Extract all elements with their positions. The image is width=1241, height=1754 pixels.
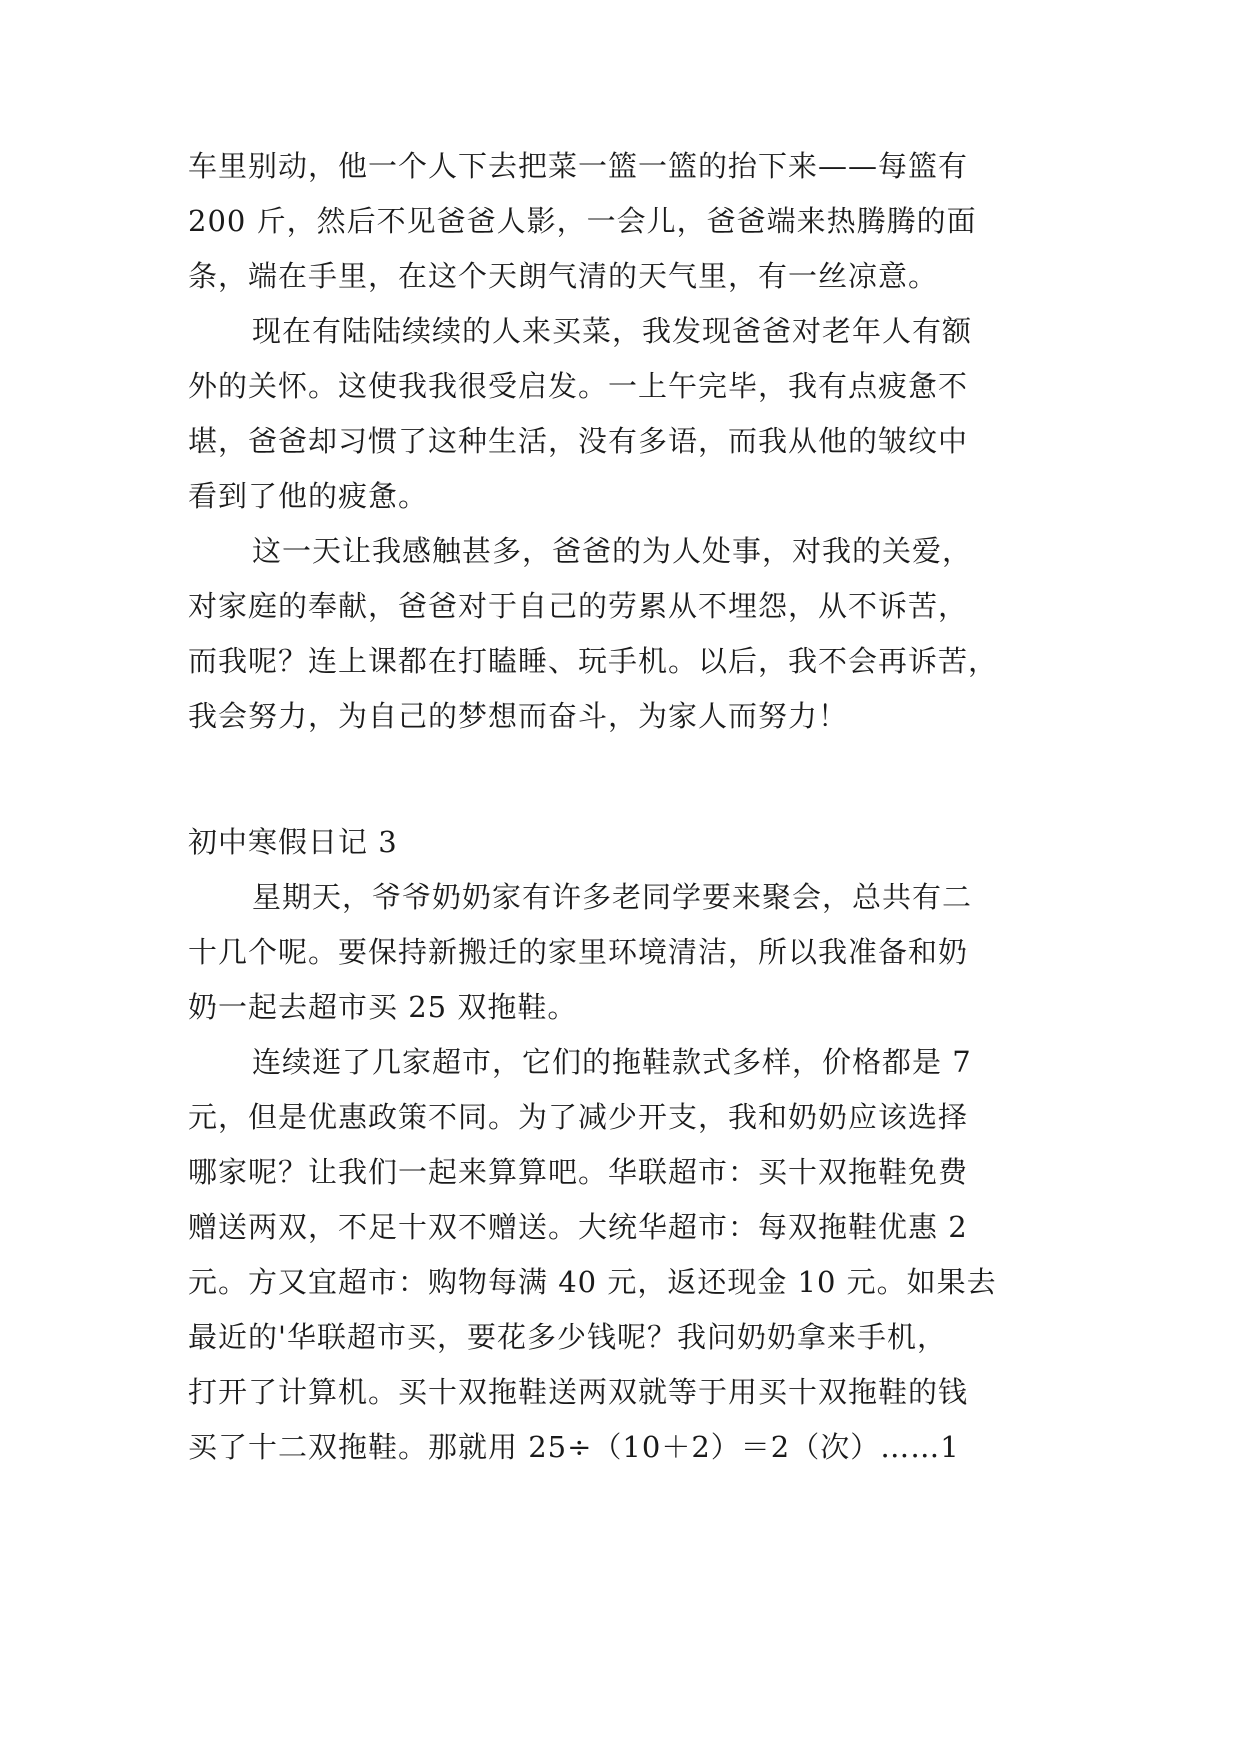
paragraph-line: 元。方又宜超市：购物每满 40 元，返还现金 10 元。如果去: [188, 1265, 997, 1299]
paragraph-line: 赠送两双，不足十双不赠送。大统华超市：每双拖鞋优惠 2: [188, 1210, 968, 1244]
paragraph-line: 十几个呢。要保持新搬迁的家里环境清洁，所以我准备和奶: [188, 935, 969, 969]
paragraph-line: 打开了计算机。买十双拖鞋送两双就等于用买十双拖鞋的钱: [188, 1375, 969, 1409]
paragraph-line: 车里别动，他一个人下去把菜一篮一篮的抬下来——每篮有: [188, 149, 969, 183]
paragraph-line: 而我呢？连上课都在打瞌睡、玩手机。以后，我不会再诉苦，: [188, 644, 999, 678]
paragraph-line: 条，端在手里，在这个天朗气清的天气里，有一丝凉意。: [188, 259, 939, 293]
paragraph-line: 元，但是优惠政策不同。为了减少开支，我和奶奶应该选择: [188, 1100, 969, 1134]
paragraph-line: 200 斤，然后不见爸爸人影，一会儿，爸爸端来热腾腾的面: [188, 204, 977, 238]
paragraph-line: 看到了他的疲惫。: [188, 479, 429, 513]
paragraph-line: 哪家呢？让我们一起来算算吧。华联超市：买十双拖鞋免费: [188, 1155, 969, 1189]
paragraph-line: 我会努力，为自己的梦想而奋斗，为家人而努力！: [188, 699, 849, 733]
paragraph-line: 买了十二双拖鞋。那就用 25÷（10＋2）＝2（次）……1: [188, 1430, 960, 1464]
paragraph-line: 奶一起去超市买 25 双拖鞋。: [188, 990, 578, 1024]
paragraph-line: 现在有陆陆续续的人来买菜，我发现爸爸对老年人有额: [252, 314, 973, 348]
paragraph-line: 外的关怀。这使我我很受启发。一上午完毕，我有点疲惫不: [188, 369, 969, 403]
paragraph-line: 这一天让我感触甚多，爸爸的为人处事，对我的关爱，: [252, 534, 973, 568]
paragraph-line: 最近的'华联超市买，要花多少钱呢？我问奶奶拿来手机，: [188, 1320, 947, 1354]
paragraph-line: 堪，爸爸却习惯了这种生活，没有多语，而我从他的皱纹中: [188, 424, 969, 458]
section-heading: 初中寒假日记 3: [188, 825, 398, 859]
paragraph-line: 对家庭的奉献，爸爸对于自己的劳累从不埋怨，从不诉苦，: [188, 589, 969, 623]
paragraph-line: 连续逛了几家超市，它们的拖鞋款式多样，价格都是 7: [252, 1045, 972, 1079]
paragraph-line: 星期天，爷爷奶奶家有许多老同学要来聚会，总共有二: [252, 880, 973, 914]
